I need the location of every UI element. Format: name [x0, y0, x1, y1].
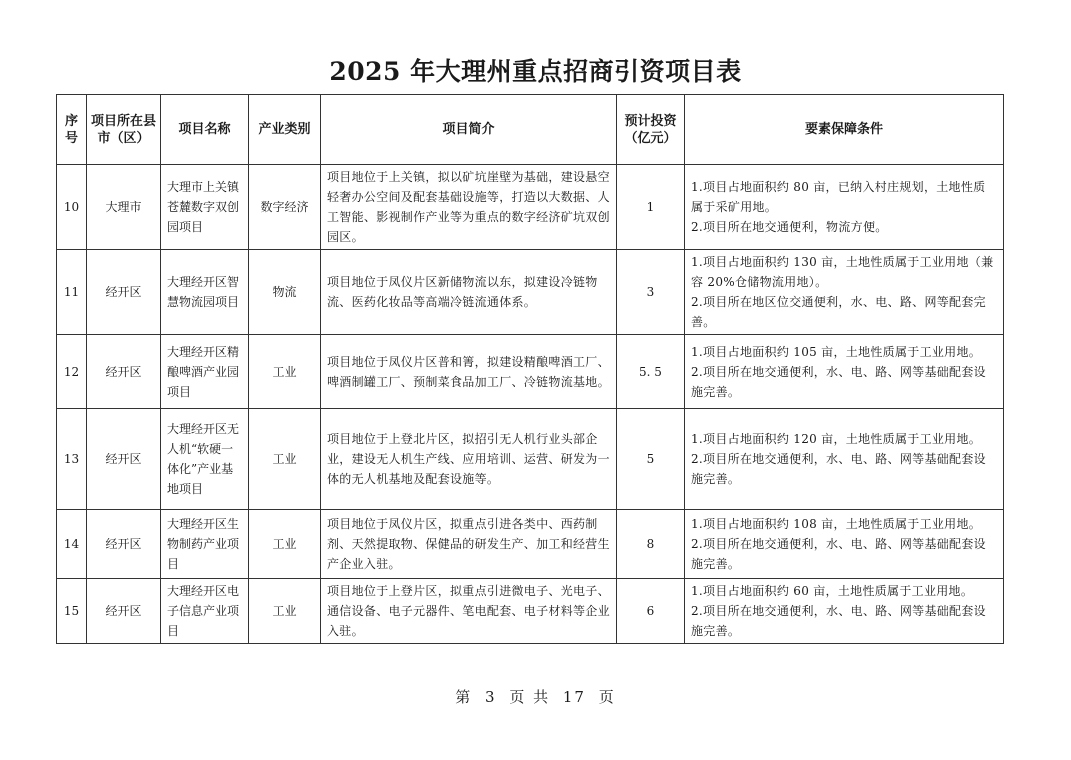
table-row [57, 335, 1004, 409]
cell-location: 经开区 [87, 250, 161, 335]
table-row [57, 409, 1004, 510]
footer-suffix: 页 [598, 688, 616, 706]
header-location: 项目所在县市（区） [87, 95, 161, 165]
cell-industry: 工业 [249, 409, 321, 510]
cell-conditions [685, 165, 1004, 250]
cell-no: 13 [57, 409, 87, 510]
cell-location: 大理市 [87, 165, 161, 250]
footer-prefix: 第 [455, 688, 473, 706]
cell-no: 15 [57, 579, 87, 644]
cell-location: 经开区 [87, 579, 161, 644]
cell-investment: 3 [617, 250, 685, 335]
condition-line: 2.项目所在地交通便利，水、电、路、网等基础配套设施完善。 [691, 452, 986, 486]
projects-table [56, 94, 1004, 644]
table-row [57, 579, 1004, 644]
condition-line: 2.项目所在地交通便利，物流方便。 [691, 220, 888, 234]
cell-conditions [685, 409, 1004, 510]
cell-name: 大理经开区智慧物流园项目 [161, 250, 249, 335]
cell-location: 经开区 [87, 409, 161, 510]
cell-investment: 8 [617, 510, 685, 579]
header-industry: 产业类别 [249, 95, 321, 165]
page-title: 2025 年大理州重点招商引资项目表 [329, 57, 742, 86]
cell-name: 大理经开区无人机“软硬一体化”产业基地项目 [161, 409, 249, 510]
cell-investment: 5. 5 [617, 335, 685, 409]
cell-name: 大理经开区精酿啤酒产业园项目 [161, 335, 249, 409]
cell-intro: 项目地位于凤仪片区普和箐，拟建设精酿啤酒工厂、啤酒制罐工厂、预制菜食品加工厂、冷链物流基地。 [321, 335, 617, 409]
condition-line: 2.项目所在地交通便利，水、电、路、网等基础配套设施完善。 [691, 537, 986, 571]
cell-conditions [685, 250, 1004, 335]
cell-location: 经开区 [87, 335, 161, 409]
footer-middle: 页 共 [509, 688, 551, 706]
footer-total-pages: 17 [562, 688, 586, 706]
cell-name: 大理经开区生物制药产业项目 [161, 510, 249, 579]
condition-line: 2.项目所在地交通便利，水、电、路、网等基础配套设施完善。 [691, 364, 986, 399]
cell-intro: 项目地位于凤仪片区新储物流以东，拟建设冷链物流、医药化妆品等高端冷链流通体系。 [321, 250, 617, 335]
footer-page-number: 3 [485, 688, 497, 706]
cell-no: 12 [57, 335, 87, 409]
cell-intro: 项目地位于凤仪片区，拟重点引进各类中、西药制剂、天然提取物、保健品的研发生产、加工和经营生产企业入驻。 [321, 510, 617, 579]
cell-conditions [685, 335, 1004, 409]
cell-industry: 数字经济 [249, 165, 321, 250]
cell-investment: 1 [617, 165, 685, 250]
cell-name: 大理市上关镇苍麓数字双创园项目 [161, 165, 249, 250]
header-name: 项目名称 [161, 95, 249, 165]
table-row [57, 510, 1004, 579]
header-conditions: 要素保障条件 [685, 95, 1004, 165]
cell-no: 10 [57, 165, 87, 250]
cell-investment: 5 [617, 409, 685, 510]
cell-conditions [685, 510, 1004, 579]
cell-industry: 工业 [249, 510, 321, 579]
table-header-row [57, 95, 1004, 165]
cell-industry: 物流 [249, 250, 321, 335]
cell-intro: 项目地位于上登北片区，拟招引无人机行业头部企业，建设无人机生产线、应用培训、运营、研发为一体的无人机基地及配套设施等。 [321, 409, 617, 510]
condition-line: 1.项目占地面积约 120 亩，土地性质属于工业用地。 [691, 432, 982, 446]
condition-line: 1.项目占地面积约 105 亩，土地性质属于工业用地。 [691, 344, 982, 359]
table-row [57, 165, 1004, 250]
cell-intro: 项目地位于上登片区，拟重点引进微电子、光电子、通信设备、电子元器件、笔电配套、电子材料等企业入驻。 [321, 579, 617, 644]
condition-line: 1.项目占地面积约 80 亩，已纳入村庄规划，土地性质属于采矿用地。 [691, 180, 986, 214]
condition-line: 2.项目所在地区位交通便利，水、电、路、网等配套完善。 [691, 295, 986, 329]
condition-line: 2.项目所在地交通便利，水、电、路、网等基础配套设施完善。 [691, 604, 986, 638]
cell-intro: 项目地位于上关镇，拟以矿坑崖壁为基础，建设悬空轻奢办公空间及配套基础设施等，打造以大数据、人工智能、影视制作产业等为重点的数字经济矿坑双创园区。 [321, 165, 617, 250]
cell-location: 经开区 [87, 510, 161, 579]
cell-no: 14 [57, 510, 87, 579]
condition-line: 1.项目占地面积约 108 亩，土地性质属于工业用地。 [691, 517, 982, 531]
table-row [57, 250, 1004, 335]
cell-name: 大理经开区电子信息产业项目 [161, 579, 249, 644]
cell-no: 11 [57, 250, 87, 335]
cell-investment: 6 [617, 579, 685, 644]
cell-conditions [685, 579, 1004, 644]
header-no: 序号 [57, 95, 87, 165]
cell-industry: 工业 [249, 335, 321, 409]
header-intro: 项目简介 [321, 95, 617, 165]
cell-industry: 工业 [249, 579, 321, 644]
condition-line: 1.项目占地面积约 130 亩，土地性质属于工业用地（兼容 20%仓储物流用地）。 [691, 255, 994, 289]
header-investment: 预计投资（亿元） [617, 95, 685, 165]
page-footer [0, 686, 1071, 707]
condition-line: 1.项目占地面积约 60 亩，土地性质属于工业用地。 [691, 584, 974, 598]
